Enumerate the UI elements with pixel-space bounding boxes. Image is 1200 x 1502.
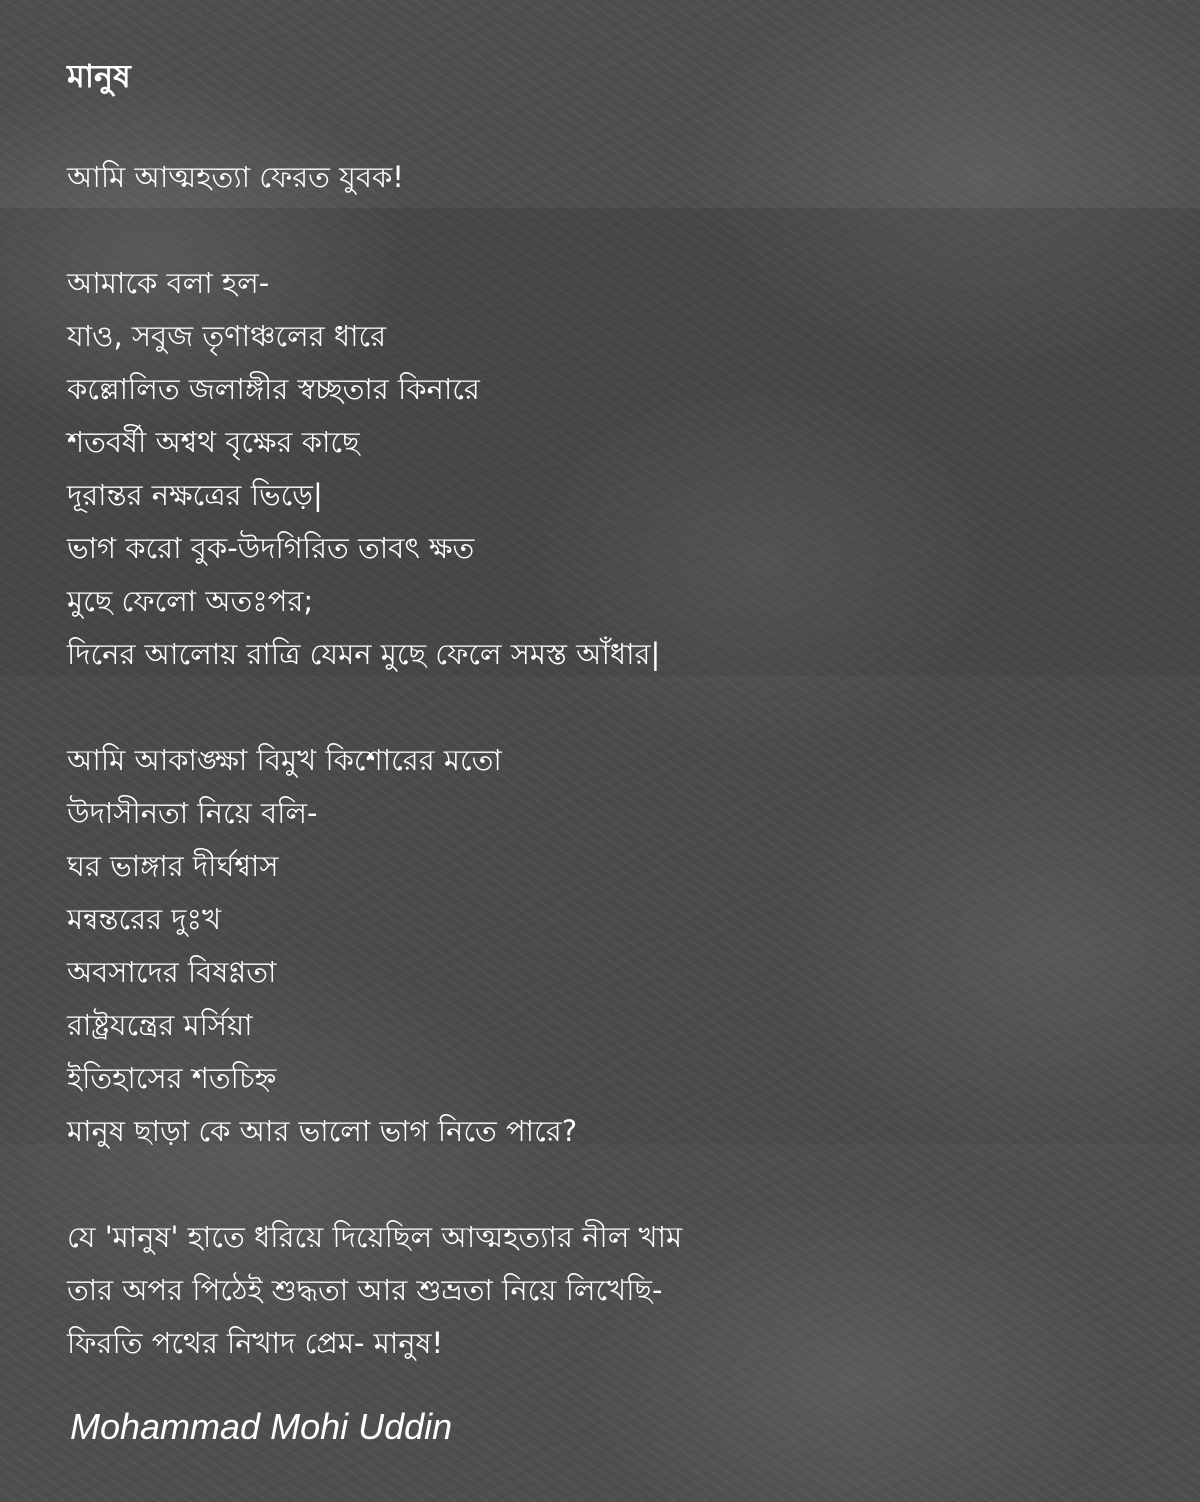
poem-line: দিনের আলোয় রাত্রি যেমন মুছে ফেলে সমস্ত আঁধার|	[67, 637, 661, 671]
poem-line: তার অপর পিঠেই শুদ্ধতা আর শুভ্রতা নিয়ে লিখেছি-	[67, 1273, 663, 1307]
poem-line: যে 'মানুষ' হাতে ধরিয়ে দিয়েছিল আত্মহত্যার নীল খাম	[67, 1220, 683, 1254]
poem-line: আমাকে বলা হল-	[67, 266, 270, 300]
poem-line: কল্লোলিত জলাঙ্গীর স্বচ্ছতার কিনারে	[67, 372, 480, 406]
poem-line: উদাসীনতা নিয়ে বলি-	[67, 796, 318, 830]
stanza-1	[67, 151, 1167, 204]
stanza-2	[67, 257, 1167, 681]
poem-line: ঘর ভাঙ্গার দীর্ঘশ্বাস	[67, 849, 279, 883]
poem-line: ভাগ করো বুক-উদগিরিত তাবৎ ক্ষত	[67, 531, 475, 565]
poem-line: ইতিহাসের শতচিহ্ন	[67, 1061, 277, 1095]
poem-line: রাষ্ট্রযন্ত্রের মর্সিয়া	[67, 1008, 253, 1042]
poem-body	[67, 50, 1167, 1370]
author-name: Mohammad Mohi Uddin	[70, 1406, 453, 1447]
poem-line: শতবর্ষী অশ্বথ বৃক্ষের কাছে	[67, 425, 360, 459]
poem-line: আমি আকাঙ্ক্ষা বিমুখ কিশোরের মতো	[67, 743, 502, 777]
stanza-3	[67, 734, 1167, 1158]
poem-line: মানুষ ছাড়া কে আর ভালো ভাগ নিতে পারে?	[67, 1114, 578, 1148]
poem-line: অবসাদের বিষণ্ণতা	[67, 955, 277, 989]
poem-line: দূরান্তর নক্ষত্রের ভিড়ে|	[67, 478, 323, 512]
poem-title: মানুষ	[67, 57, 131, 95]
poem-line: আমি আত্মহত্যা ফেরত যুবক!	[67, 160, 404, 194]
stanza-4	[67, 1211, 1167, 1370]
poem-line: ফিরতি পথের নিখাদ প্রেম- মানুষ!	[67, 1326, 444, 1360]
poem-line: মুছে ফেলো অতঃপর;	[67, 584, 314, 618]
poem-line: মন্বন্তরের দুঃখ	[67, 902, 221, 936]
poem-line: যাও, সবুজ তৃণাঞ্চলের ধারে	[67, 319, 387, 353]
